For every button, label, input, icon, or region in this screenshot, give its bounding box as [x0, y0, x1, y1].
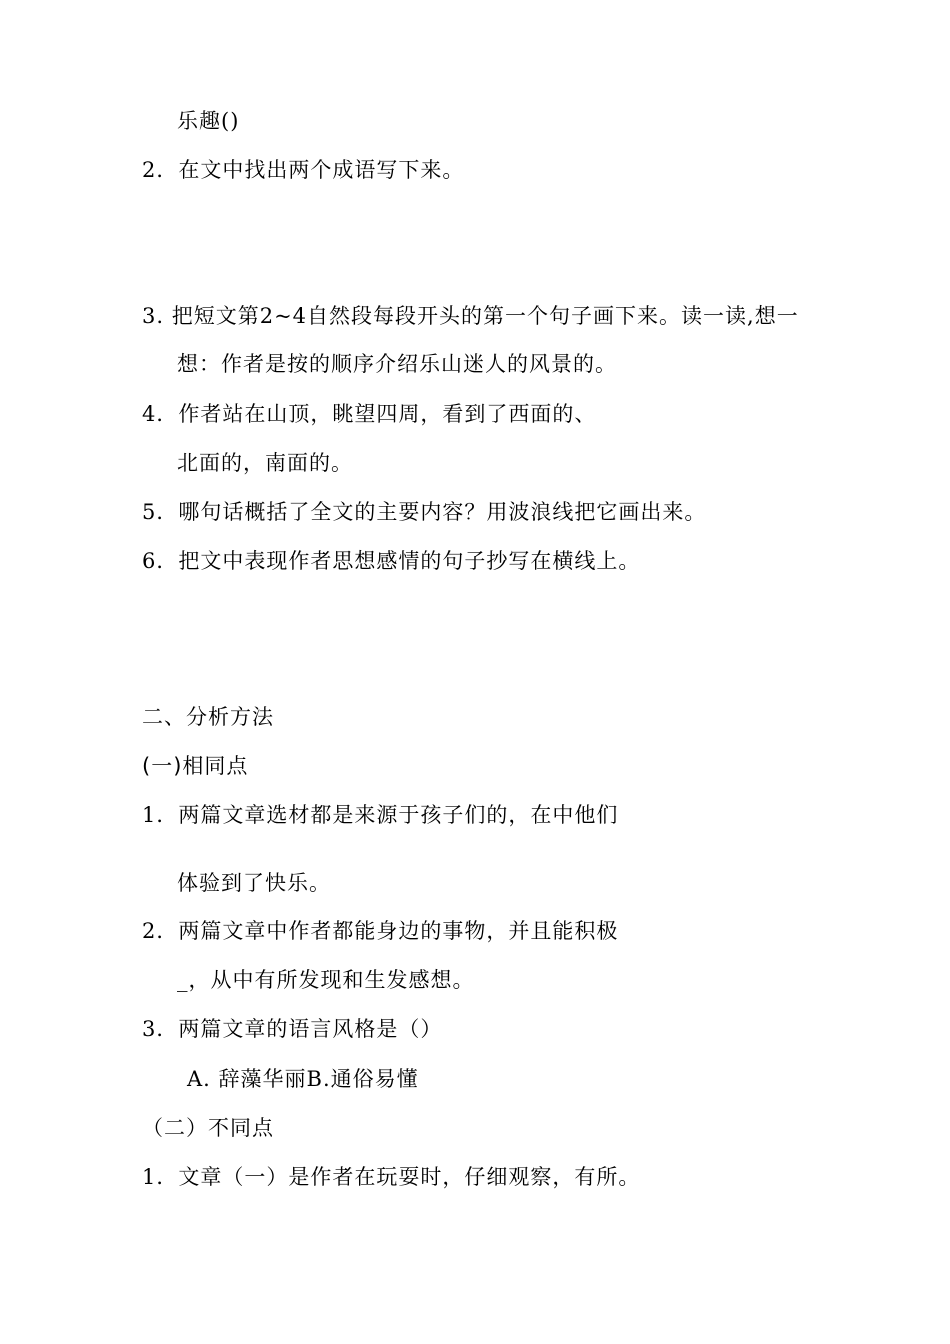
- similarity-3-options: A. 辞藻华丽B.通俗易懂: [187, 1067, 419, 1091]
- similarity-3: 3．两篇文章的语言风格是（）: [142, 1017, 443, 1041]
- question-3-line-2: 想：作者是按的顺序介绍乐山迷人的风景的。: [177, 352, 617, 376]
- question-3-line-1: 3. 把短文第2~4自然段每段开头的第一个句子画下来。读一读,想一: [142, 304, 799, 328]
- similarity-1-line-2: 体验到了快乐。: [177, 871, 331, 895]
- question-4-line-1: 4．作者站在山顶，眺望四周，看到了西面的、: [142, 402, 597, 426]
- subsection-heading-differences: （二）不同点: [142, 1116, 274, 1140]
- similarity-1-line-1: 1．两篇文章选材都是来源于孩子们的，在中他们: [142, 803, 619, 827]
- question-5: 5．哪句话概括了全文的主要内容？用波浪线把它画出来。: [142, 500, 707, 524]
- subsection-heading-similarities: (一)相同点: [142, 754, 249, 778]
- similarity-2-line-1: 2．两篇文章中作者都能身边的事物，并且能积极: [142, 919, 619, 943]
- similarity-2-line-2: _，从中有所发现和生发感想。: [177, 968, 475, 992]
- section-heading-analysis-method: 二、分析方法: [142, 705, 274, 729]
- difference-1: 1．文章（一）是作者在玩耍时，仔细观察，有所。: [142, 1165, 641, 1189]
- question-6: 6．把文中表现作者思想感情的句子抄写在横线上。: [142, 549, 641, 573]
- question-1-option-text: 乐趣(): [177, 109, 240, 133]
- question-4-line-2: 北面的，南面的。: [177, 451, 353, 475]
- question-2: 2．在文中找出两个成语写下来。: [142, 158, 465, 182]
